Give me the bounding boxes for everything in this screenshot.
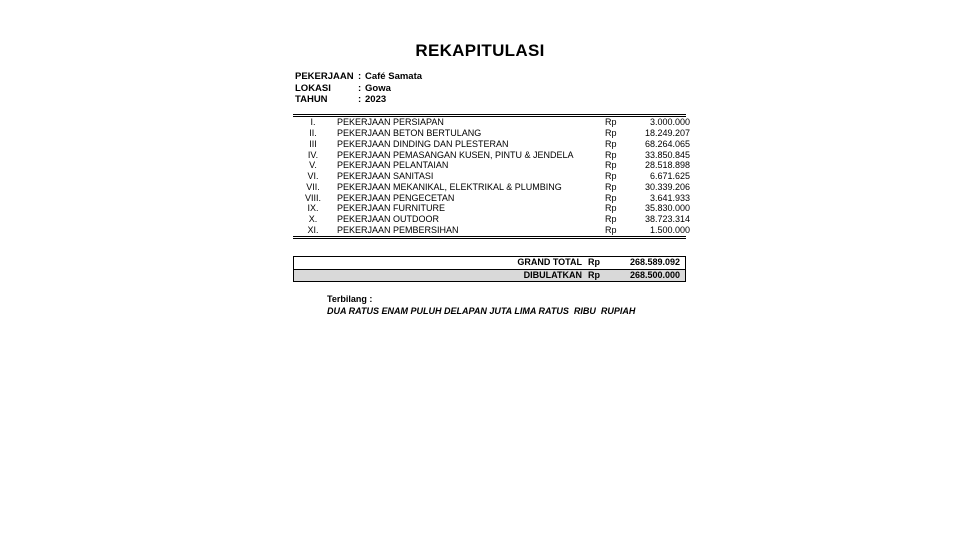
item-amount: 35.830.000 xyxy=(644,203,690,214)
table-row xyxy=(293,139,692,150)
item-currency: Rp xyxy=(605,214,617,225)
item-currency: Rp xyxy=(605,203,617,214)
grand-total-amount: 268.589.092 xyxy=(614,257,685,269)
table-bottom-rule-thin xyxy=(293,236,686,237)
item-number: VII. xyxy=(306,181,320,192)
table-top-rule-thick xyxy=(293,114,686,115)
item-description: PEKERJAAN FURNITURE xyxy=(337,203,446,214)
table-row xyxy=(293,128,692,139)
items-table xyxy=(293,117,692,235)
table-row xyxy=(293,182,692,193)
item-currency: Rp xyxy=(605,181,617,192)
meta-row-lokasi xyxy=(295,83,422,95)
rounded-total-currency: Rp xyxy=(588,269,614,281)
item-amount: 28.518.898 xyxy=(644,160,690,171)
meta-value-tahun: 2023 xyxy=(365,94,387,106)
item-description: PEKERJAAN PERSIAPAN xyxy=(337,117,444,128)
item-description: PEKERJAAN SANITASI xyxy=(337,171,434,182)
page-title: REKAPITULASI xyxy=(415,41,545,60)
item-description: PEKERJAAN OUTDOOR xyxy=(337,214,440,225)
table-row xyxy=(293,150,692,161)
item-number: VIII. xyxy=(304,192,321,203)
table-row xyxy=(293,171,692,182)
item-amount: 3.641.933 xyxy=(649,192,690,203)
meta-label-tahun: TAHUN xyxy=(295,94,328,106)
item-number: I. xyxy=(310,117,316,128)
meta-separator-tahun: : xyxy=(358,94,362,106)
recapitulation-table xyxy=(293,114,690,239)
table-row xyxy=(293,193,692,204)
table-row xyxy=(293,225,692,236)
document-meta-block xyxy=(295,71,422,106)
item-amount: 30.339.206 xyxy=(644,181,690,192)
rounded-total-amount: 268.500.000 xyxy=(614,269,685,281)
item-number: XI. xyxy=(307,224,319,235)
item-number: II. xyxy=(309,128,317,139)
item-description: PEKERJAAN MEKANIKAL, ELEKTRIKAL & PLUMBING xyxy=(337,181,562,192)
grand-total-currency: Rp xyxy=(588,257,614,269)
table-row xyxy=(293,160,692,171)
item-description: PEKERJAAN BETON BERTULANG xyxy=(337,128,482,139)
item-amount: 6.671.625 xyxy=(649,171,690,182)
item-currency: Rp xyxy=(605,149,617,160)
item-amount: 38.723.314 xyxy=(644,214,690,225)
totals-box xyxy=(293,256,686,282)
item-description: PEKERJAAN PENGECETAN xyxy=(337,192,455,203)
table-row xyxy=(293,117,692,128)
rounded-total-row xyxy=(294,269,685,281)
meta-value-lokasi: Gowa xyxy=(365,82,391,94)
grand-total-row xyxy=(294,257,685,269)
meta-row-pekerjaan xyxy=(295,71,422,83)
terbilang-words: DUA RATUS ENAM PULUH DELAPAN JUTA LIMA RATUS RIBU RUPIAH xyxy=(327,305,636,316)
meta-separator-pekerjaan: : xyxy=(358,71,362,82)
items-table-body xyxy=(293,117,692,235)
item-currency: Rp xyxy=(605,224,617,235)
item-amount: 1.500.000 xyxy=(649,224,690,235)
amount-in-words-block xyxy=(327,294,635,317)
terbilang-label: Terbilang : xyxy=(327,294,373,304)
item-number: V. xyxy=(309,160,317,171)
item-number: X. xyxy=(308,214,318,225)
meta-value-pekerjaan: Café Samata xyxy=(365,71,423,82)
item-currency: Rp xyxy=(605,160,617,171)
item-currency: Rp xyxy=(605,138,617,149)
totals-table xyxy=(294,257,685,281)
meta-separator-lokasi: : xyxy=(358,82,362,94)
item-currency: Rp xyxy=(605,128,617,139)
item-description: PEKERJAAN DINDING DAN PLESTERAN xyxy=(337,138,509,149)
table-row xyxy=(293,203,692,214)
table-bottom-rule-thick xyxy=(293,238,686,239)
meta-label-pekerjaan: PEKERJAAN xyxy=(295,71,354,82)
item-description: PEKERJAAN PEMBERSIHAN xyxy=(337,224,459,235)
meta-row-tahun xyxy=(295,94,422,106)
meta-label-lokasi: LOKASI xyxy=(295,82,331,94)
item-description: PEKERJAAN PELANTAIAN xyxy=(337,160,449,171)
item-number: IV. xyxy=(307,149,319,160)
item-currency: Rp xyxy=(605,192,617,203)
rounded-total-label: DIBULATKAN xyxy=(294,269,588,281)
item-amount: 3.000.000 xyxy=(649,117,690,128)
item-number: III xyxy=(309,138,317,149)
item-amount: 18.249.207 xyxy=(644,128,690,139)
item-currency: Rp xyxy=(605,171,617,182)
item-number: VI. xyxy=(307,171,319,182)
item-description: PEKERJAAN PEMASANGAN KUSEN, PINTU & JENDELA xyxy=(337,149,574,160)
item-amount: 33.850.845 xyxy=(644,149,690,160)
item-currency: Rp xyxy=(605,117,617,128)
item-number: IX. xyxy=(307,203,319,214)
item-amount: 68.264.065 xyxy=(644,138,690,149)
grand-total-label: GRAND TOTAL xyxy=(294,257,588,269)
table-row xyxy=(293,214,692,225)
